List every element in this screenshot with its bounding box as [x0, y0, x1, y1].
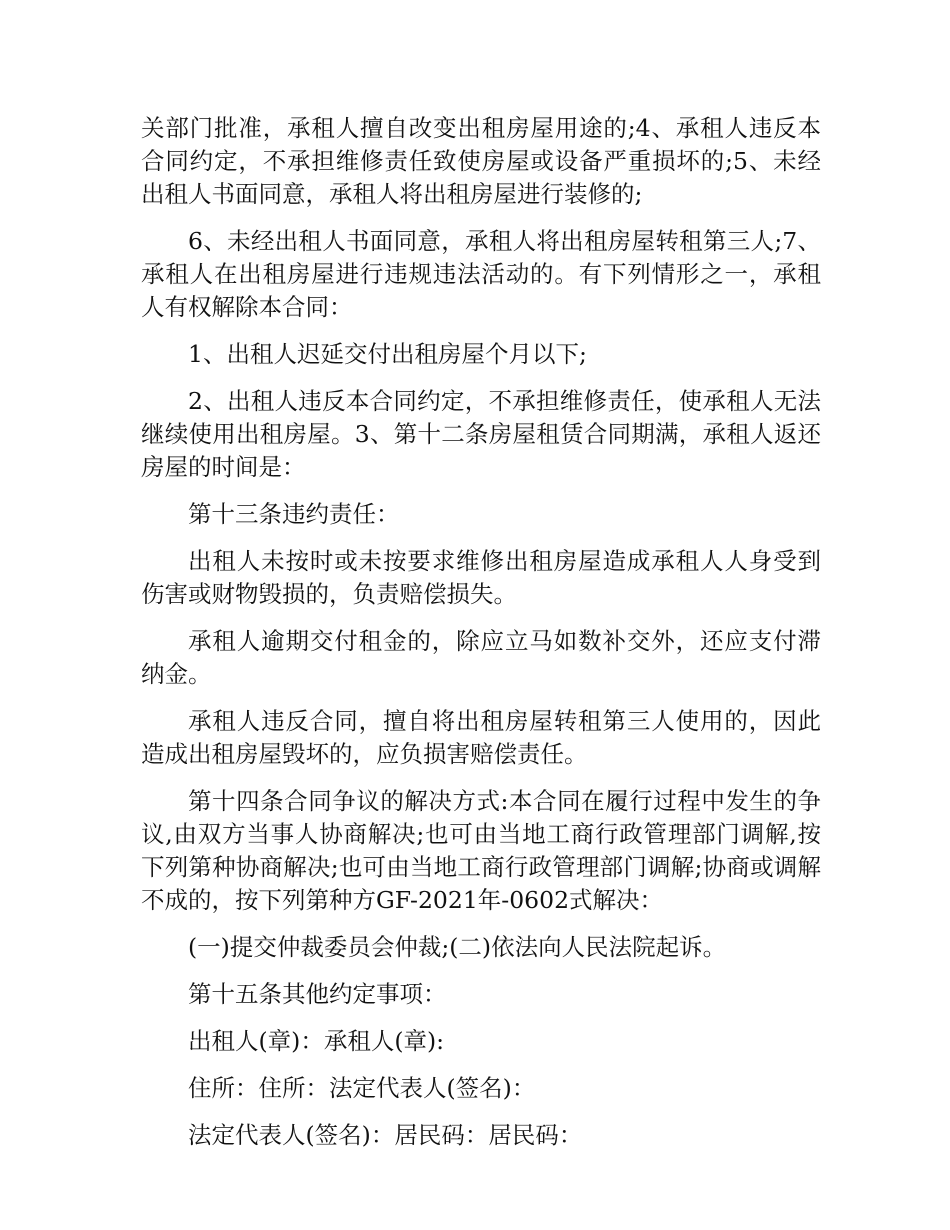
- paragraph-4: 2、出租人违反本合同约定，不承担维修责任，使承租人无法继续使用出租房屋。3、第十二条房屋租赁合同期满，承租人返还房屋的时间是：: [141, 387, 821, 481]
- paragraph-2: 6、未经出租人书面同意，承租人将出租房屋转租第三人;7、承租人在出租房屋进行违规违法活动的。有下列情形之一，承租人有权解除本合同：: [141, 227, 821, 321]
- paragraph-1: 关部门批准，承租人擅自改变出租房屋用途的;4、承租人违反本合同约定，不承担维修责任致使房屋或设备严重损坏的;5、未经出租人书面同意，承租人将出租房屋进行装修的;: [141, 114, 821, 208]
- paragraph-10: (一)提交仲裁委员会仲裁;(二)依法向人民法院起诉。: [188, 933, 727, 961]
- paragraph-12: 出租人(章)：承租人(章):: [188, 1027, 445, 1055]
- paragraph-7: 承租人逾期交付租金的，除应立马如数补交外，还应支付滞纳金。: [141, 627, 821, 688]
- paragraph-5: 第十三条违约责任：: [188, 500, 400, 528]
- paragraph-6: 出租人未按时或未按要求维修出租房屋造成承租人人身受到伤害或财物毁损的，负责赔偿损失。: [141, 547, 821, 608]
- paragraph-8: 承租人违反合同，擅自将出租房屋转租第三人使用的，因此造成出租房屋毁坏的，应负损害赔偿责任。: [141, 707, 821, 768]
- paragraph-14: 法定代表人(签名)：居民码：居民码：: [188, 1121, 583, 1149]
- paragraph-13: 住所：住所：法定代表人(签名)：: [188, 1074, 536, 1102]
- paragraph-3: 1、出租人迟延交付出租房屋个月以下;: [188, 340, 587, 368]
- paragraph-9: 第十四条合同争议的解决方式:本合同在履行过程中发生的争议,由双方当事人协商解决;也可由当地工商行政管理部门调解,按下列第种协商解决;也可由当地工商行政管理部门调解;协商或调解不成的，按下列第种方GF-2021年-0602式解决：: [141, 787, 821, 914]
- paragraph-11: 第十五条其他约定事项：: [188, 980, 447, 1008]
- document-body: [141, 112, 821, 1166]
